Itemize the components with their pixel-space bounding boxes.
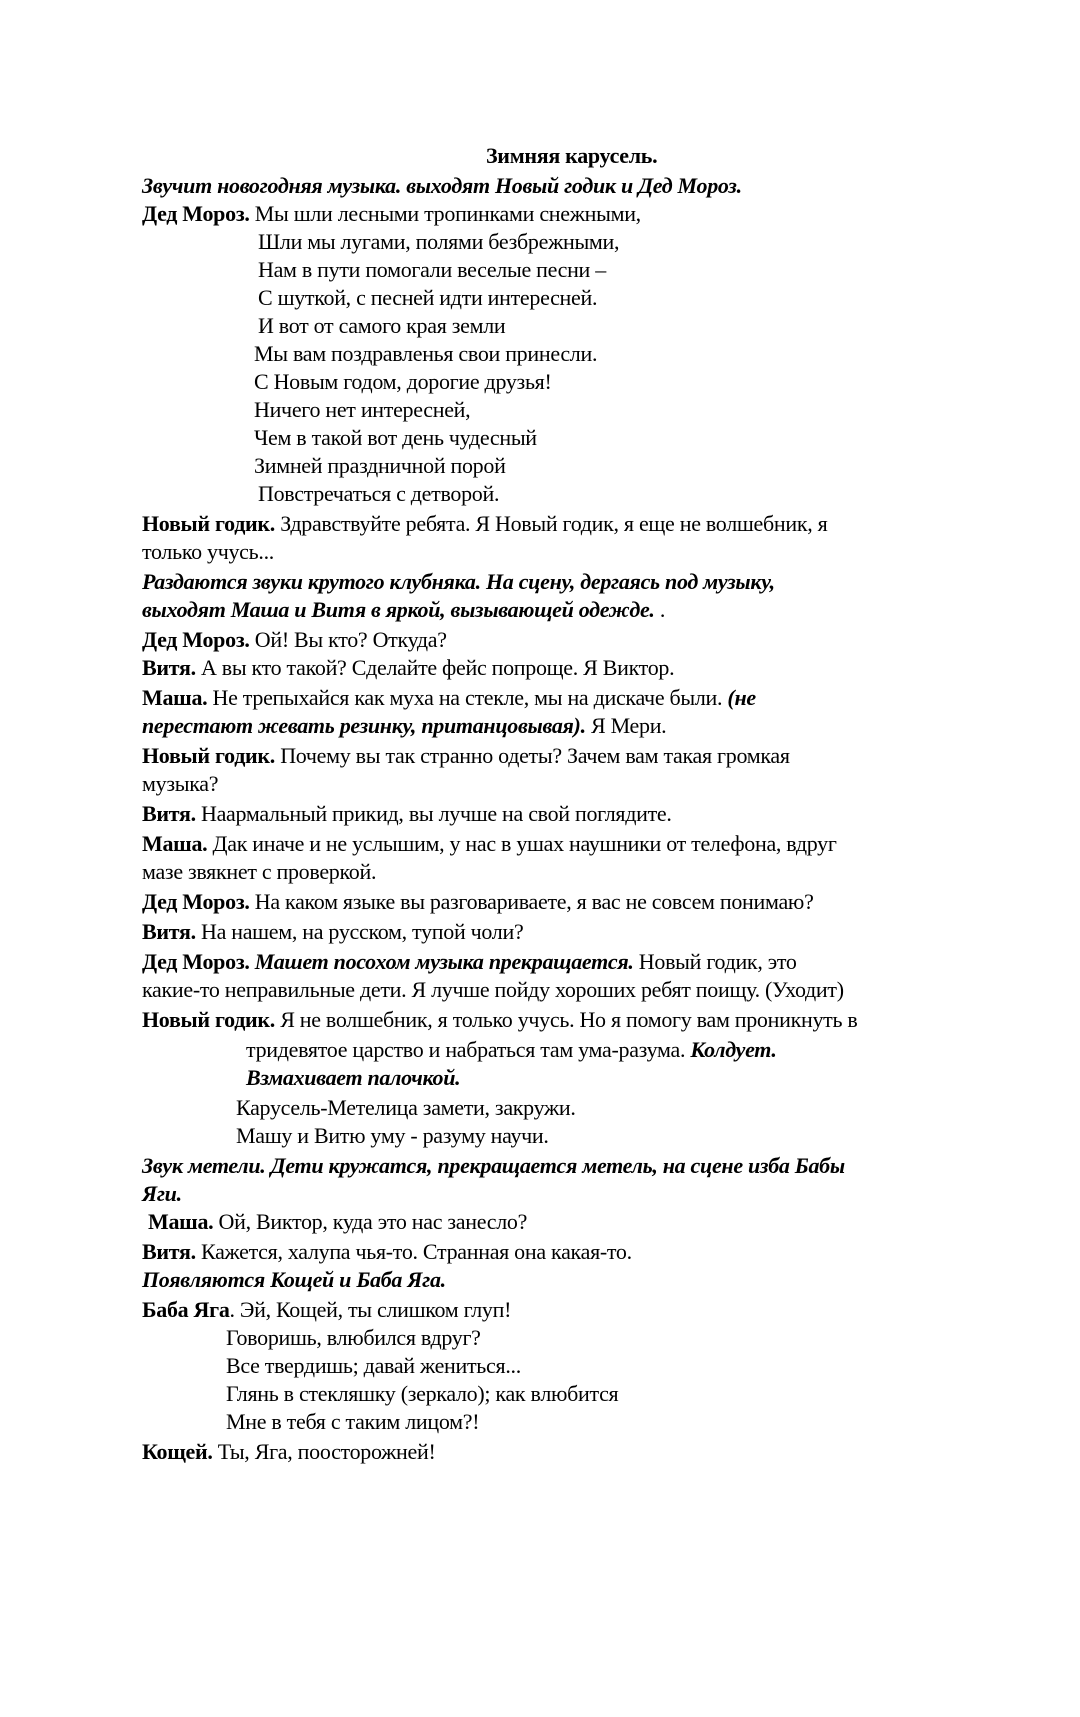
script-line — [258, 256, 606, 284]
script-line — [254, 340, 597, 368]
speaker-name: Баба Яга — [142, 1297, 230, 1322]
speaker-name: Витя. — [142, 1239, 196, 1264]
dialogue-text: какие-то неправильные дети. Я лучше пойду хороших ребят поищу. (Уходит) — [142, 977, 844, 1002]
stage-direction: Раздаются звуки крутого клубняка. На сцену, дергаясь под музыку, — [142, 569, 775, 594]
script-line — [142, 1180, 182, 1208]
script-line — [254, 424, 537, 452]
script-line — [142, 654, 674, 682]
script-line — [246, 1064, 460, 1092]
speaker-name: Дед Мороз. — [142, 949, 250, 974]
dialogue-text: Новый годик, это — [633, 949, 797, 974]
script-line — [142, 888, 814, 916]
script-line — [142, 918, 523, 946]
dialogue-text: Почему вы так странно одеты? Зачем вам такая громкая — [275, 743, 790, 768]
script-line — [142, 858, 376, 886]
script-line — [142, 200, 641, 228]
dialogue-text: мазе звякнет с проверкой. — [142, 859, 377, 884]
dialogue-text: Ничего нет интересней, — [254, 397, 471, 422]
script-line — [142, 976, 844, 1004]
dialogue-text: только учусь... — [142, 539, 274, 564]
dialogue-text: музыка? — [142, 771, 219, 796]
script-line — [142, 626, 447, 654]
script-line — [226, 1408, 479, 1436]
dialogue-text: Не трепыхайся как муха на стекле, мы на дискаче были. — [207, 685, 728, 710]
dialogue-text: Машу и Витю уму - разуму научи. — [236, 1123, 549, 1148]
script-line — [226, 1324, 481, 1352]
dialogue-text: С шуткой, с песней идти интересней. — [258, 285, 598, 310]
stage-direction: Машет посохом музыка прекращается. — [254, 949, 634, 974]
speaker-name: Новый годик. — [142, 743, 275, 768]
dialogue-text: Мы вам поздравленья свои принесли. — [254, 341, 598, 366]
dialogue-text: тридевятое царство и набраться там ума-разума. — [246, 1037, 691, 1062]
dialogue-text: . — [654, 597, 666, 622]
script-line — [142, 1438, 435, 1466]
script-line — [142, 1152, 845, 1180]
dialogue-text: Шли мы лугами, полями безбрежными, — [258, 229, 620, 254]
speaker-name: Кощей. — [142, 1439, 213, 1464]
dialogue-text: Все твердишь; давай жениться... — [226, 1353, 521, 1378]
script-line — [142, 538, 274, 566]
script-line — [254, 452, 506, 480]
script-line — [236, 1122, 549, 1150]
script-line — [142, 800, 672, 828]
dialogue-text: Зимней праздничной порой — [254, 453, 506, 478]
dialogue-text: Наармальный прикид, вы лучше на свой поглядите. — [195, 801, 672, 826]
script-line — [142, 510, 827, 538]
speaker-name: Дед Мороз. — [142, 627, 250, 652]
dialogue-text: На нашем, на русском, тупой чоли? — [195, 919, 524, 944]
script-line — [142, 1238, 632, 1266]
speaker-name: Витя. — [142, 801, 196, 826]
dialogue-text: С Новым годом, дорогие друзья! — [254, 369, 552, 394]
stage-direction: Звучит новогодняя музыка. выходят Новый годик и Дед Мороз. — [142, 173, 742, 198]
stage-direction: Яги. — [142, 1181, 182, 1206]
speaker-name: Дед Мороз. — [142, 201, 250, 226]
dialogue-text: Я Мери. — [585, 713, 667, 738]
dialogue-text: Ты, Яга, поосторожней! — [212, 1439, 436, 1464]
dialogue-text: Мне в тебя с таким лицом?! — [226, 1409, 480, 1434]
script-line — [254, 396, 470, 424]
stage-direction: Звук метели. Дети кружатся, прекращается метель, на сцене изба Бабы — [142, 1153, 845, 1178]
speaker-name: Новый годик. — [142, 1007, 275, 1032]
stage-direction: (не — [727, 685, 756, 710]
script-line — [142, 712, 666, 740]
script-line — [142, 596, 665, 624]
script-line — [226, 1380, 618, 1408]
dialogue-text: Глянь в стекляшку (зеркало); как влюбится — [226, 1381, 619, 1406]
script-line — [142, 742, 790, 770]
dialogue-text: Карусель-Метелица замети, закружи. — [236, 1095, 576, 1120]
script-line — [142, 1296, 511, 1324]
speaker-name: Маша. — [142, 831, 208, 856]
stage-direction: выходят Маша и Витя в яркой, вызывающей одежде. — [142, 597, 655, 622]
stage-direction: Появляются Кощей и Баба Яга. — [142, 1267, 446, 1292]
dialogue-text: Здравствуйте ребята. Я Новый годик, я еще не волшебник, я — [275, 511, 828, 536]
dialogue-text: Говоришь, влюбился вдруг? — [226, 1325, 481, 1350]
speaker-name: Маша. — [148, 1209, 214, 1234]
script-line — [142, 948, 797, 976]
dialogue-text: Кажется, халупа чья-то. Странная она какая-то. — [195, 1239, 632, 1264]
script-line — [142, 770, 218, 798]
dialogue-text: Нам в пути помогали веселые песни – — [258, 257, 606, 282]
script-line — [226, 1352, 521, 1380]
script-line — [142, 684, 756, 712]
script-line — [258, 312, 505, 340]
document-title: Зимняя карусель. — [486, 143, 658, 168]
dialogue-text: На каком языке вы разговариваете, я вас не совсем понимаю? — [249, 889, 814, 914]
dialogue-text: Ой! Вы кто? Откуда? — [249, 627, 447, 652]
stage-direction: Взмахивает палочкой. — [246, 1065, 461, 1090]
dialogue-text: А вы кто такой? Сделайте фейс попроще. Я Виктор. — [195, 655, 675, 680]
speaker-name: Витя. — [142, 919, 196, 944]
speaker-name: Дед Мороз. — [142, 889, 250, 914]
dialogue-text: Я не волшебник, я только учусь. Но я помогу вам проникнуть в — [275, 1007, 858, 1032]
script-line — [148, 1208, 527, 1236]
script-line — [142, 172, 742, 200]
dialogue-text: Чем в такой вот день чудесный — [254, 425, 537, 450]
script-line — [142, 1006, 857, 1034]
dialogue-text: . Эй, Кощей, ты слишком глуп! — [229, 1297, 512, 1322]
speaker-name: Витя. — [142, 655, 196, 680]
script-line — [258, 480, 499, 508]
script-line — [258, 284, 597, 312]
dialogue-text: И вот от самого края земли — [258, 313, 506, 338]
script-line — [236, 1094, 576, 1122]
script-line — [258, 228, 619, 256]
script-line — [142, 1266, 446, 1294]
stage-direction: перестают жевать резинку, пританцовывая). — [142, 713, 586, 738]
dialogue-text: Повстречаться с детворой. — [258, 481, 500, 506]
script-line — [246, 1036, 777, 1064]
dialogue-text: Дак иначе и не услышим, у нас в ушах наушники от телефона, вдруг — [207, 831, 837, 856]
dialogue-text: Мы шли лесными тропинками снежными, — [249, 201, 641, 226]
script-line — [142, 568, 775, 596]
speaker-name: Маша. — [142, 685, 208, 710]
stage-direction: Колдует. — [690, 1037, 777, 1062]
script-line — [142, 830, 837, 858]
speaker-name: Новый годик. — [142, 511, 275, 536]
script-line — [254, 368, 552, 396]
dialogue-text: Ой, Виктор, куда это нас занесло? — [213, 1209, 528, 1234]
